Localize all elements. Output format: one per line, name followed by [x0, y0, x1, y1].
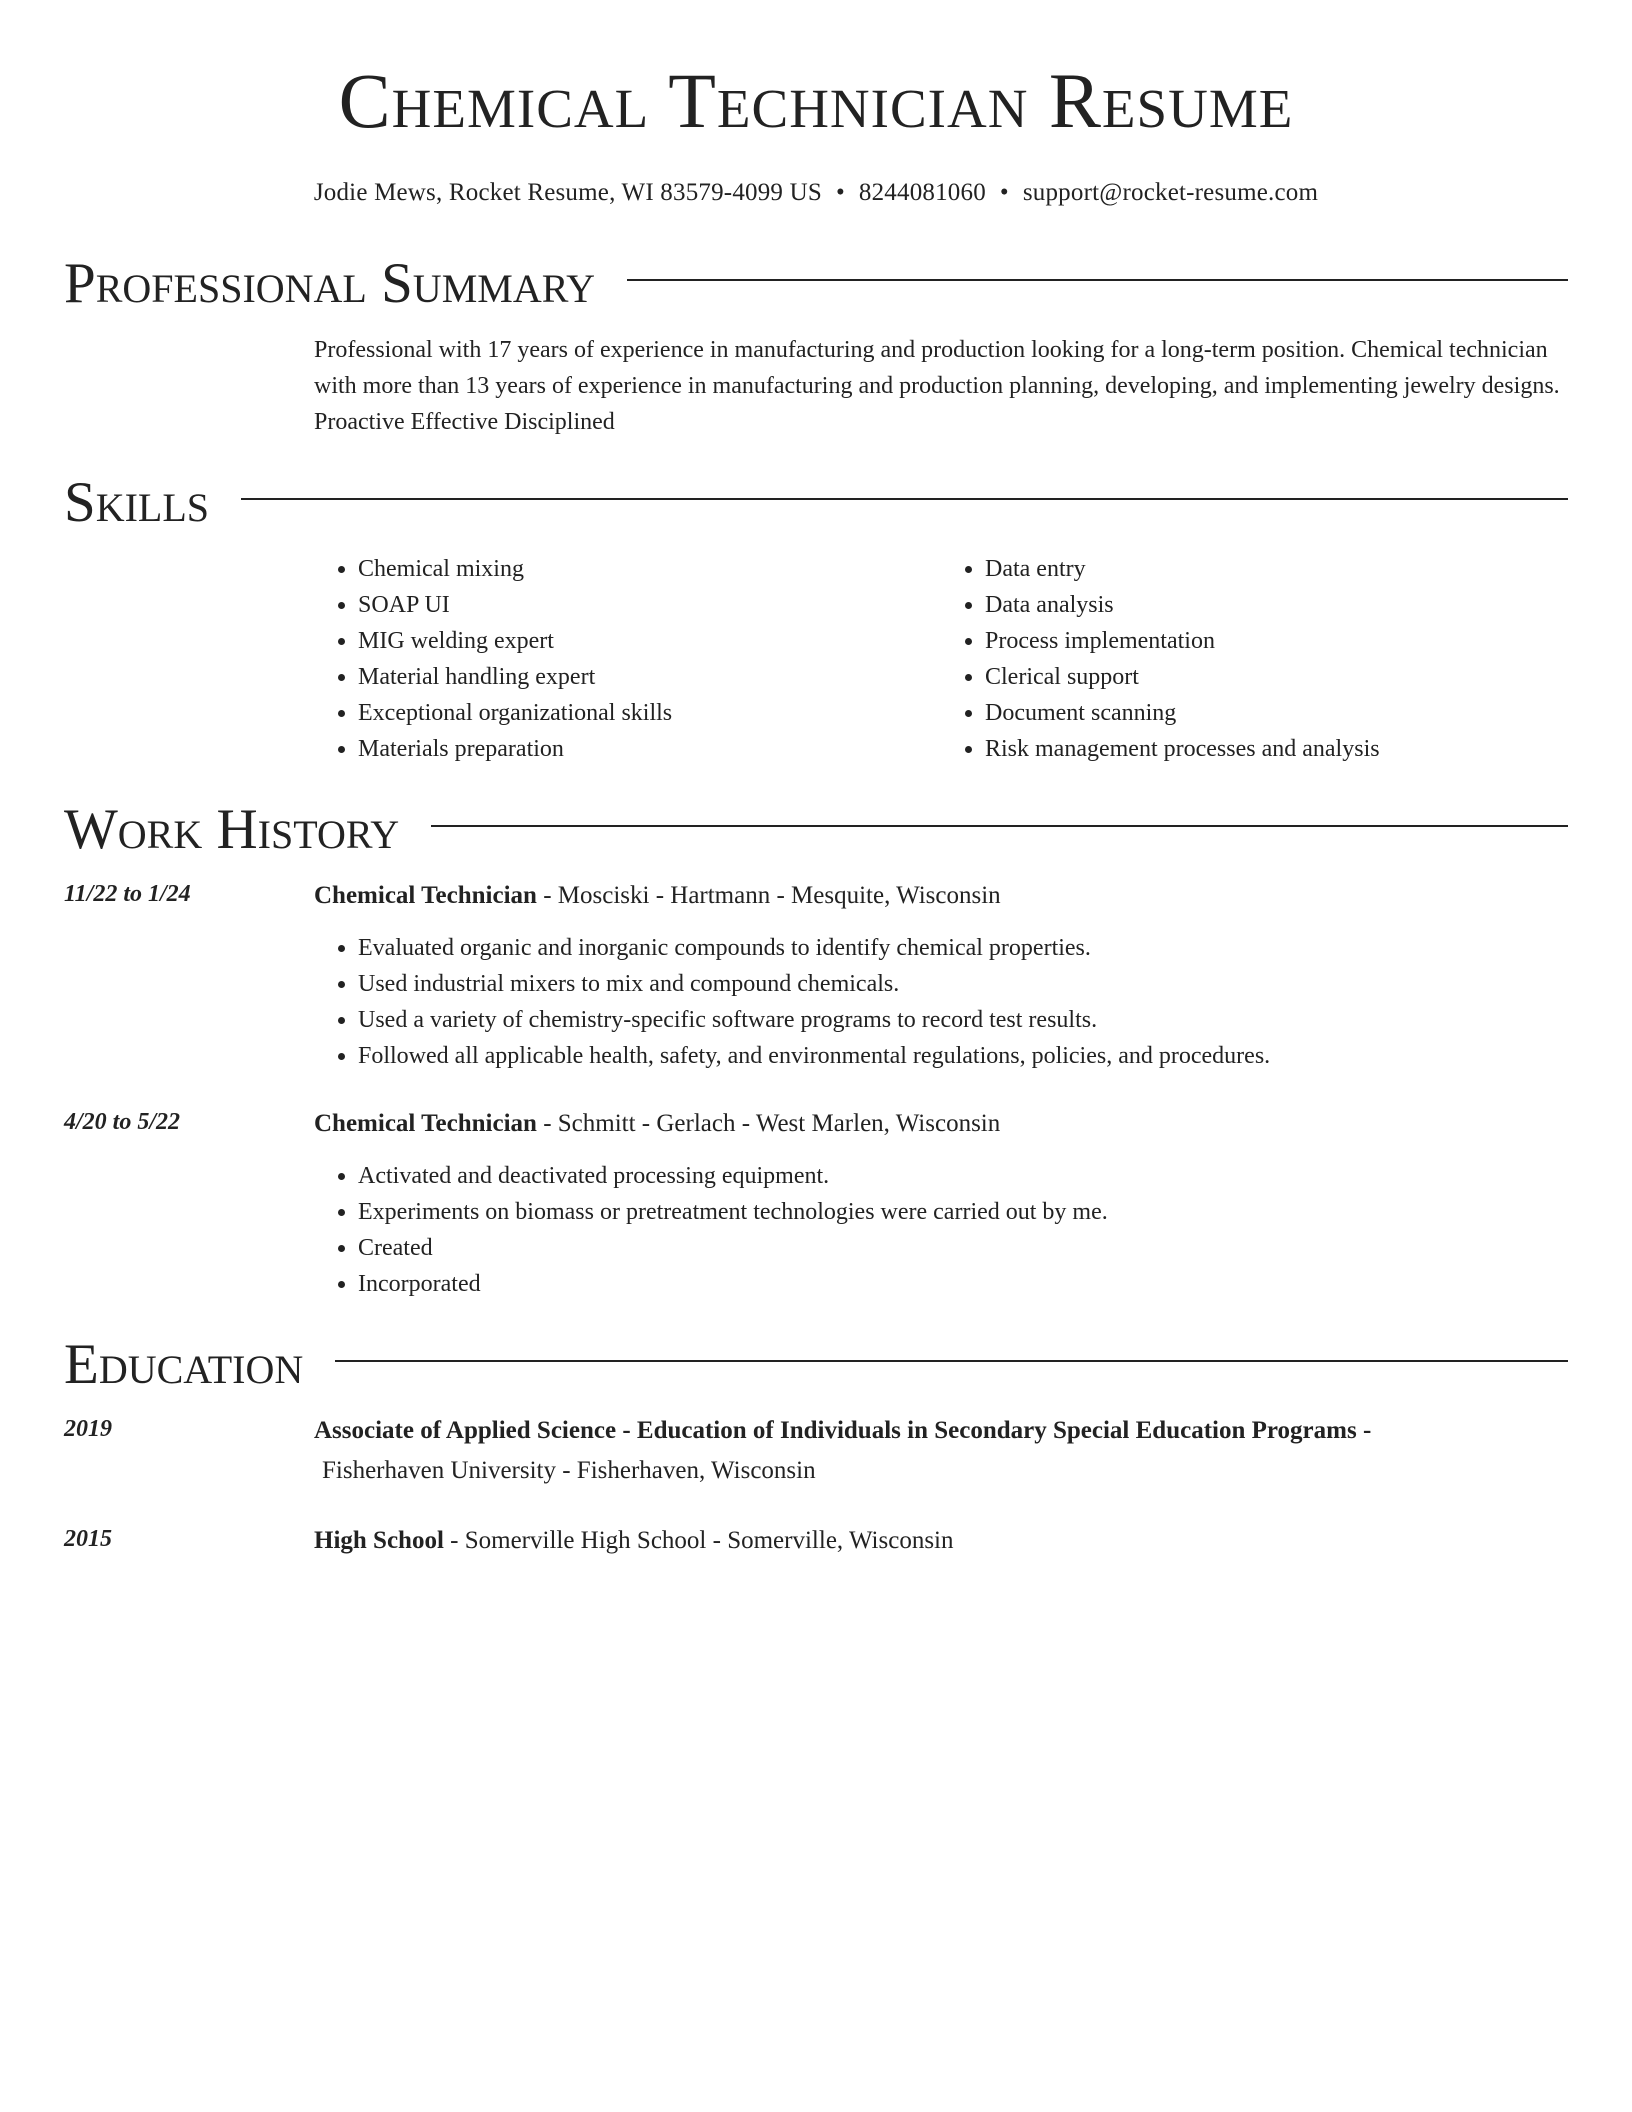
education-degree: High School: [314, 1527, 444, 1554]
work-section-header: [64, 798, 1568, 861]
document-title: Chemical Technician Resume: [338, 57, 1294, 144]
contact-phone: 8244081060: [858, 179, 986, 206]
education-detail: [314, 1411, 1568, 1491]
job-employer: - Mosciski - Hartmann - Mesquite, Wisconsin: [536, 882, 1001, 909]
skills-column-right: [941, 551, 1568, 767]
section-divider: [431, 825, 1568, 827]
job-bullet: • Created: [358, 1230, 1568, 1266]
job-bullet: • Followed all applicable health, safety, and environmental regulations, policies, and procedures.: [358, 1038, 1568, 1074]
education-detail: [314, 1521, 1568, 1561]
skill-item: • Process implementation: [985, 623, 1568, 659]
summary-section-header: [64, 252, 1568, 315]
job-bullet: • Activated and deactivated processing equipment.: [358, 1158, 1568, 1194]
section-divider: [241, 498, 1568, 500]
job-dates: 11/22 to 1/24: [64, 881, 191, 907]
skill-item: • Document scanning: [985, 695, 1568, 731]
contact-address: Jodie Mews, Rocket Resume, WI 83579-4099 US: [313, 179, 822, 206]
summary-heading: Professional Summary: [64, 252, 596, 315]
skill-item: • Clerical support: [985, 659, 1568, 695]
job-bullet: • Used a variety of chemistry-specific software programs to record test results.: [358, 1002, 1568, 1038]
contact-separator: •: [835, 179, 845, 206]
job-detail: [314, 876, 1568, 1074]
skill-item: • Material handling expert: [358, 659, 941, 695]
job-bullet: • Evaluated organic and inorganic compounds to identify chemical properties.: [358, 930, 1568, 966]
skill-item: • Materials preparation: [358, 731, 941, 767]
contact-separator: •: [999, 179, 1009, 206]
job-bullet: • Incorporated: [358, 1266, 1568, 1302]
skill-item: • Risk management processes and analysis: [985, 731, 1568, 767]
education-school: - Somerville High School - Somerville, Wisconsin: [443, 1527, 954, 1554]
skills-heading: Skills: [64, 471, 210, 534]
skill-item: • Exceptional organizational skills: [358, 695, 941, 731]
education-year: 2015: [64, 1526, 112, 1552]
education-entry: [64, 1521, 1568, 1561]
job-title: Chemical Technician: [314, 1110, 537, 1137]
skills-section-header: [64, 471, 1568, 534]
job-entry: [64, 876, 1568, 1074]
job-dates: 4/20 to 5/22: [64, 1109, 181, 1135]
skill-item: • Chemical mixing: [358, 551, 941, 587]
education-school: Fisherhaven University - Fisherhaven, Wisconsin: [322, 1457, 816, 1484]
skill-item: • MIG welding expert: [358, 623, 941, 659]
education-heading: Education: [64, 1333, 304, 1396]
skills-grid: [314, 551, 1568, 767]
job-heading-line: [314, 876, 1568, 916]
education-section-header: [64, 1333, 1568, 1396]
contact-email[interactable]: support@rocket-resume.com: [1022, 179, 1319, 206]
education-degree: Associate of Applied Science - Education of Individuals in Secondary Special Education Programs -: [314, 1417, 1372, 1444]
skill-item: • SOAP UI: [358, 587, 941, 623]
contact-line: [64, 180, 1568, 205]
job-bullets: [314, 1158, 1568, 1302]
section-divider: [627, 279, 1568, 281]
job-bullet: • Experiments on biomass or pretreatment technologies were carried out by me.: [358, 1194, 1568, 1230]
resume-page: [64, 0, 1568, 1561]
job-title: Chemical Technician: [314, 882, 537, 909]
job-bullets: [314, 930, 1568, 1074]
summary-text: Professional with 17 years of experience in manufacturing and production looking for a long-term position. Chemical technician with more than 13 years of experience in manufacturing and production planning, developing, and implementing jewelry designs. Proactive Effective Disciplined: [314, 337, 1560, 435]
skill-item: • Data entry: [985, 551, 1568, 587]
job-heading-line: [314, 1104, 1568, 1144]
education-year: 2019: [64, 1416, 112, 1442]
skill-item: • Data analysis: [985, 587, 1568, 623]
skills-column-left: [314, 551, 941, 767]
job-entry: [64, 1104, 1568, 1302]
section-divider: [335, 1360, 1568, 1362]
job-bullet: • Used industrial mixers to mix and compound chemicals.: [358, 966, 1568, 1002]
job-detail: [314, 1104, 1568, 1302]
education-entry: [64, 1411, 1568, 1491]
work-heading: Work History: [64, 798, 400, 861]
job-employer: - Schmitt - Gerlach - West Marlen, Wisconsin: [536, 1110, 1001, 1137]
